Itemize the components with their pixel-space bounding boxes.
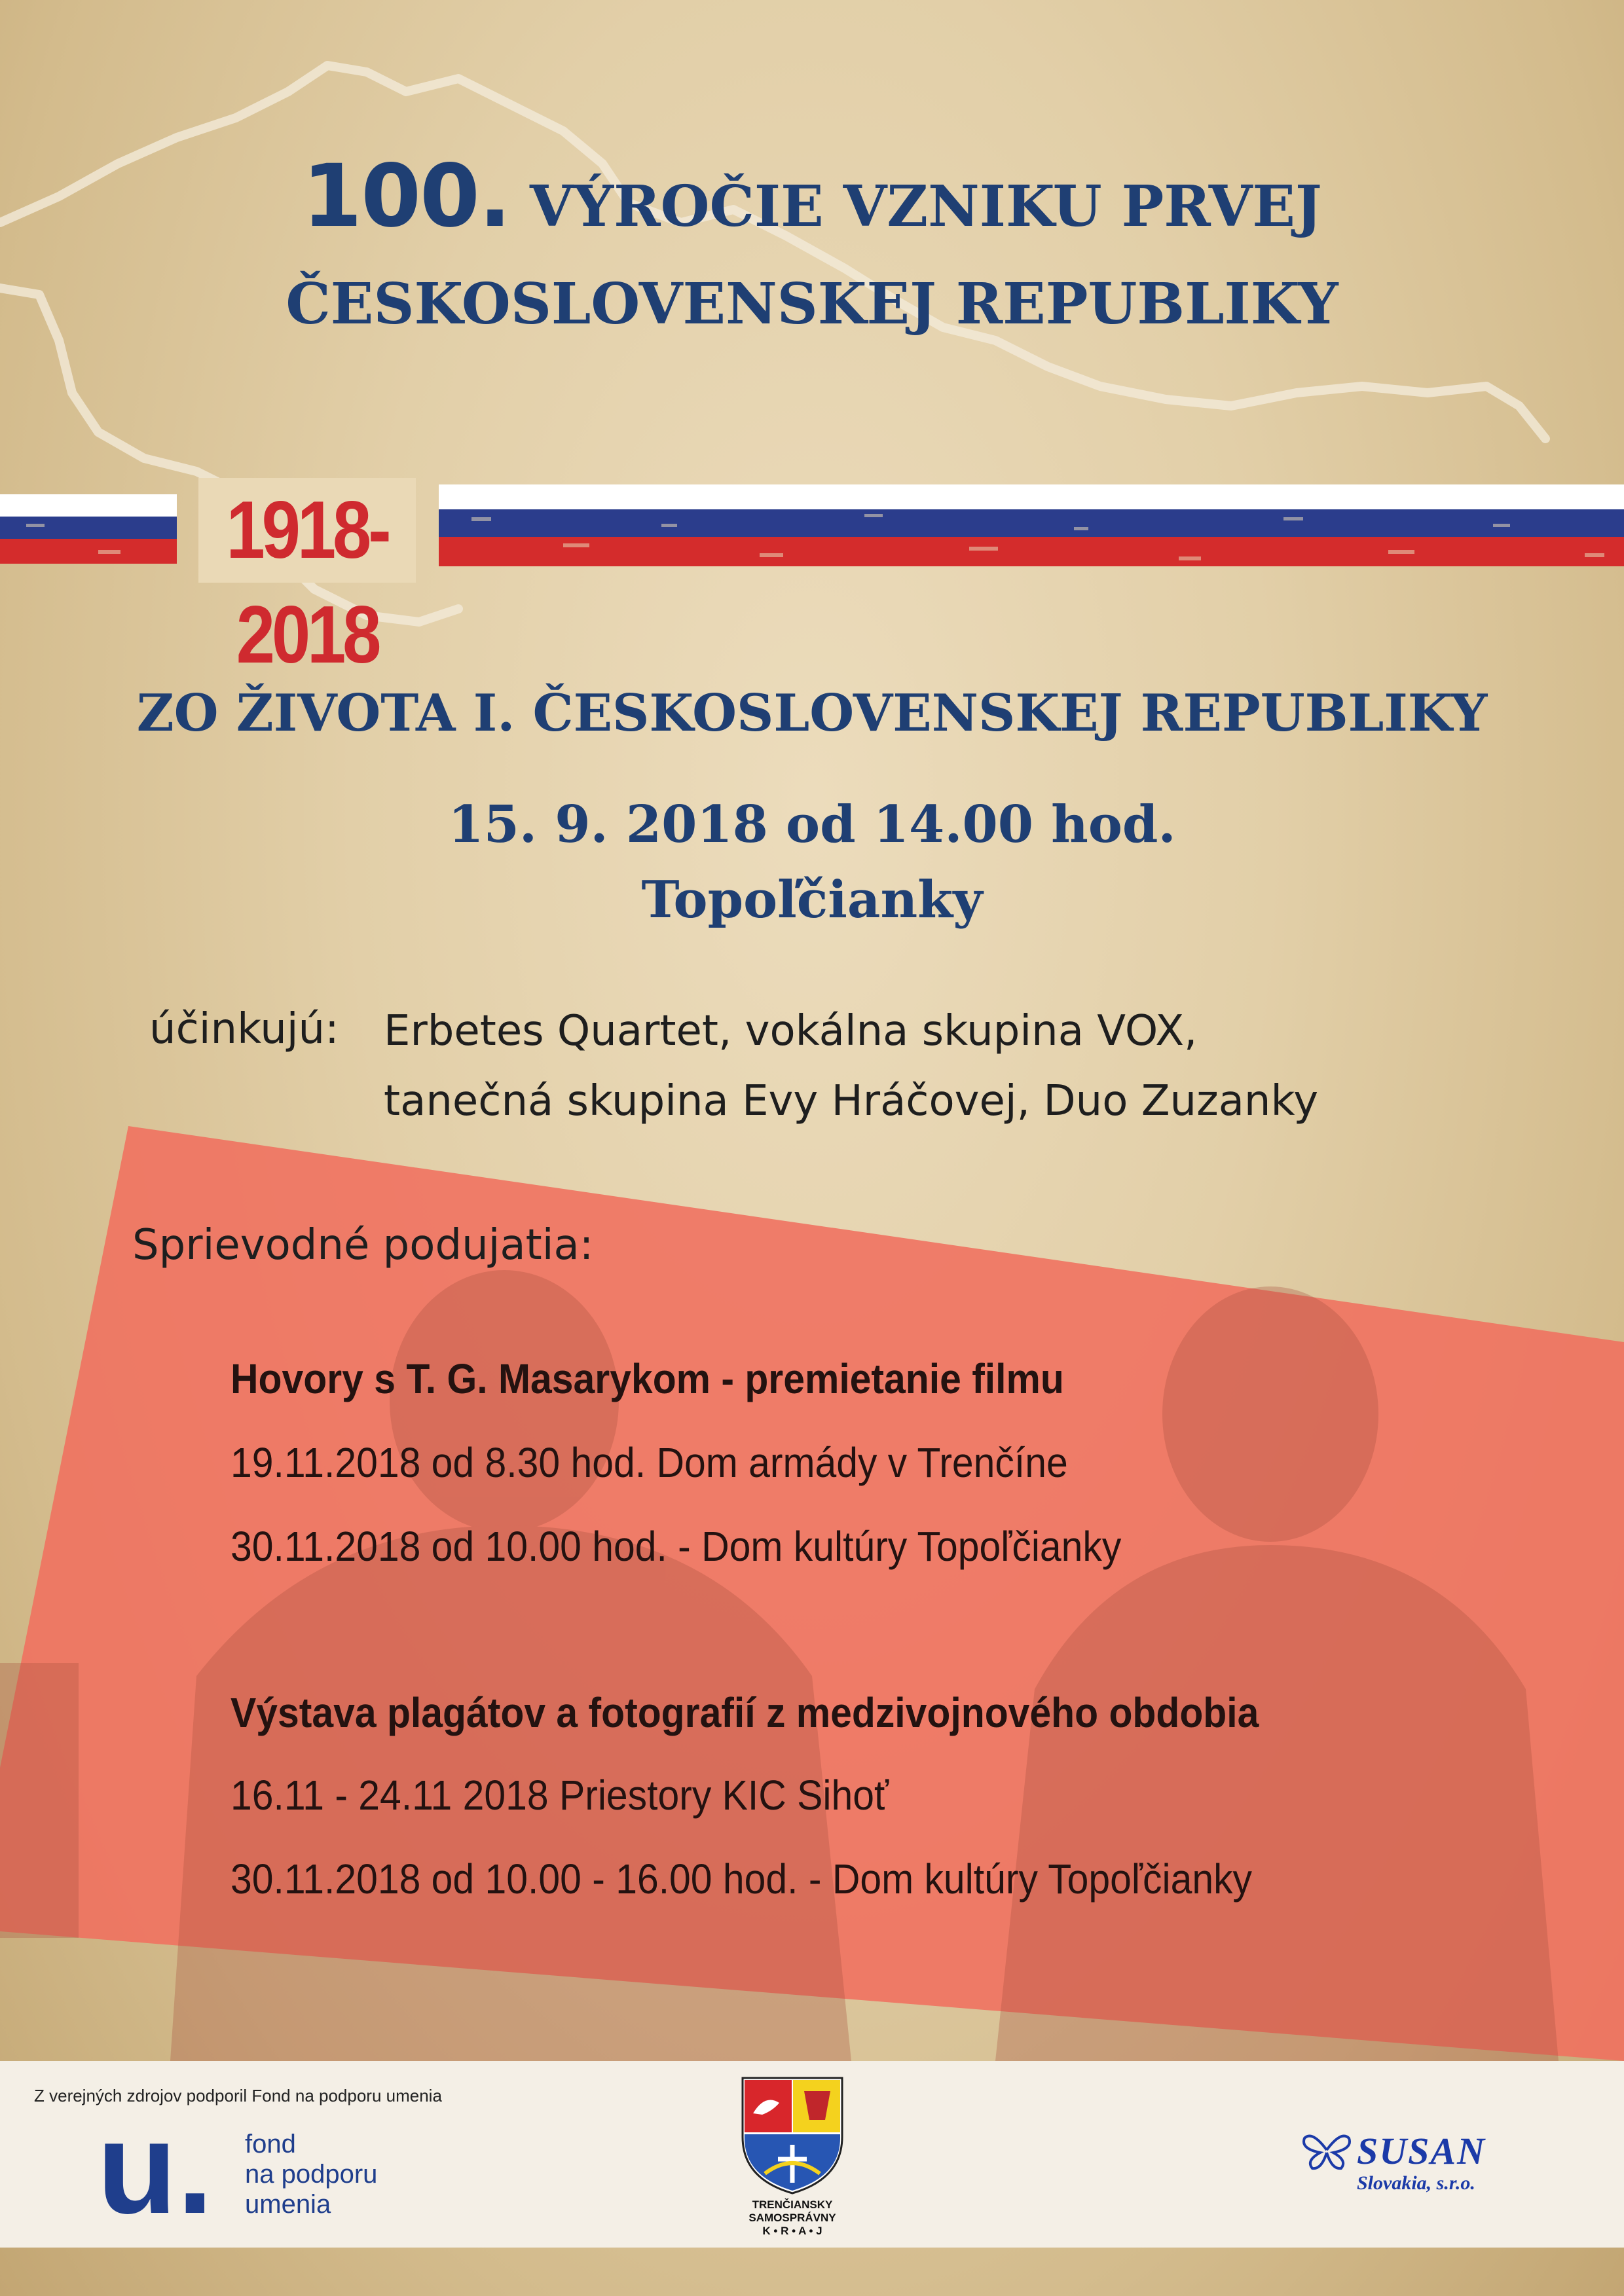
susan-logo-text: SUSAN: [1357, 2130, 1486, 2172]
title-line-1: [0, 146, 1624, 247]
fund-name: [245, 2129, 377, 2219]
performers-label: účinkujú:: [149, 1005, 339, 1053]
accompanying-event-1-title: Hovory s T. G. Masarykom - premietanie filmu: [231, 1355, 1064, 1402]
event-place: Topoľčianky: [641, 870, 983, 930]
event-title: ZO ŽIVOTA I. ČESKOSLOVENSKEJ REPUBLIKY: [136, 683, 1488, 743]
title-line-1-text: VÝROČIE VZNIKU PRVEJ: [529, 173, 1322, 240]
fund-name-line-3: umenia: [245, 2190, 331, 2219]
flag-stripes-left: [0, 494, 177, 564]
flag-stripes-right: [439, 484, 1624, 566]
fund-name-line-1: fond: [245, 2130, 296, 2159]
kraj-name-line-1: TRENČIANSKY: [752, 2198, 833, 2211]
kraj-name-line-3: K • R • A • J: [762, 2225, 822, 2237]
accompanying-event-2-line-1: 16.11 - 24.11 2018 Priestory KIC Sihoť: [231, 1772, 889, 1819]
kraj-name: [733, 2198, 851, 2238]
fund-logo: u.: [97, 2095, 213, 2241]
accompanying-event-2-line-2: 30.11.2018 od 10.00 - 16.00 hod. - Dom kultúry Topoľčianky: [231, 1855, 1252, 1903]
anniversary-number: 100.: [302, 146, 511, 247]
accompanying-event-1-line-2: 30.11.2018 od 10.00 hod. - Dom kultúry Topoľčianky: [231, 1523, 1122, 1570]
performers-line-2: tanečná skupina Evy Hráčovej, Duo Zuzanky: [384, 1077, 1319, 1125]
susan-logo-subtitle: Slovakia, s.r.o.: [1357, 2172, 1475, 2194]
butterfly-icon: [1301, 2129, 1353, 2171]
kraj-crest-icon: [739, 2074, 846, 2196]
fund-note: Z verejných zdrojov podporil Fond na podporu umenia: [34, 2086, 442, 2105]
accompanying-event-1-line-1: 19.11.2018 od 8.30 hod. Dom armády v Trenčíne: [231, 1439, 1068, 1486]
year-range: 1918-2018: [198, 478, 416, 583]
performers-line-1: Erbetes Quartet, vokálna skupina VOX,: [384, 1007, 1198, 1055]
kraj-name-line-2: SAMOSPRÁVNY: [748, 2212, 836, 2224]
accompanying-event-2-title: Výstava plagátov a fotografií z medzivojnového obdobia: [231, 1689, 1259, 1736]
event-date: 15. 9. 2018 od 14.00 hod.: [448, 795, 1176, 854]
accompanying-heading: Sprievodné podujatia:: [132, 1221, 594, 1269]
title-line-2: ČESKOSLOVENSKEJ REPUBLIKY: [286, 271, 1338, 337]
fund-name-line-2: na podporu: [245, 2160, 378, 2189]
